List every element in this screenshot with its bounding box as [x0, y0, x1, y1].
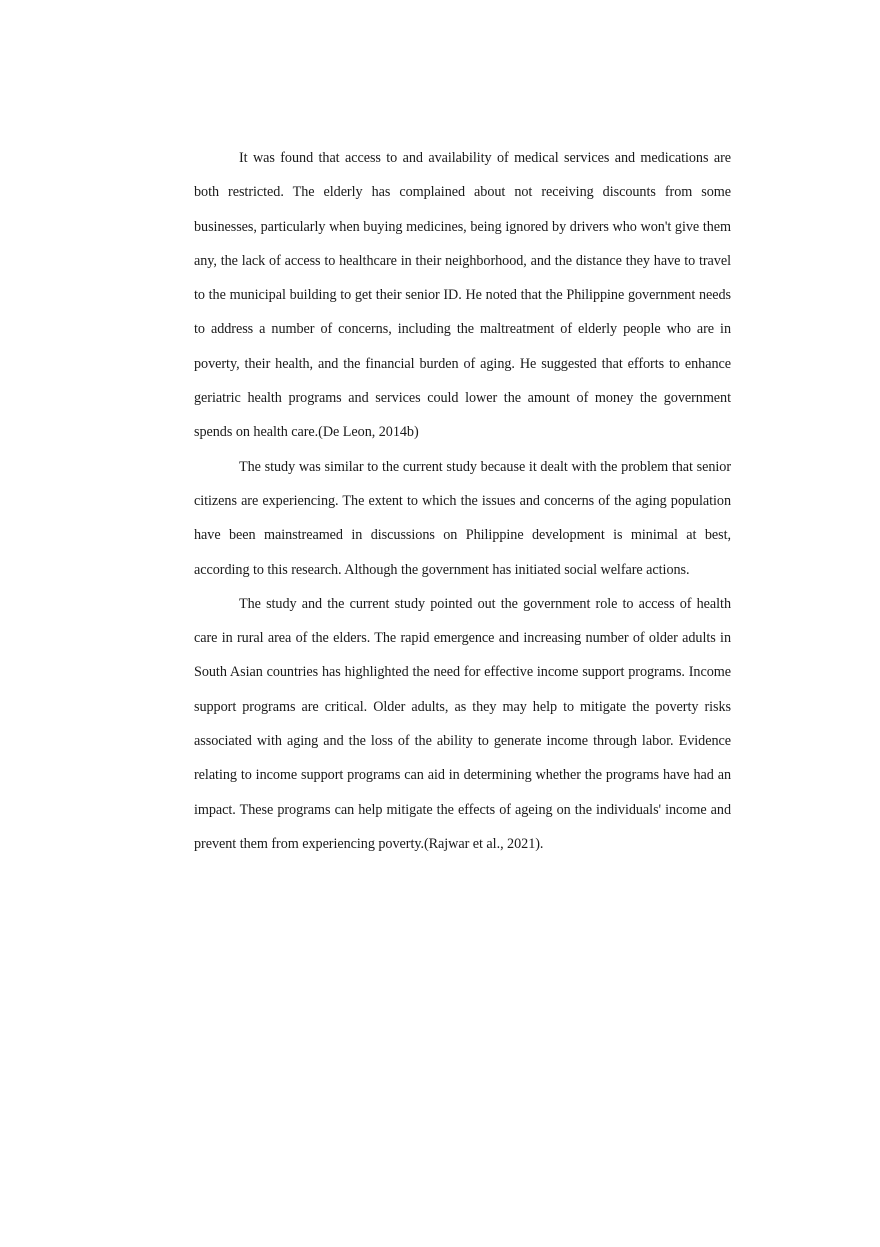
paragraph-3: The study and the current study pointed out the government role to access of health care in rural area of the elders. The rapid emergence and increasing number of older adults in South Asian countries has highlighted the need for effective income support programs. Income support programs are critical. Older adults, as they may help to mitigate the poverty risks associated with aging and the loss of the ability to generate income through labor. Evidence relating to income support programs can aid in determining whether the programs have had an impact. These programs can help mitigate the effects of ageing on the individuals' income and prevent them from experiencing poverty.(Rajwar et al., 2021). [194, 595, 731, 852]
paragraph-1: It was found that access to and availability of medical services and medications are both restricted. The elderly has complained about not receiving discounts from some businesses, particularly when buying medicines, being ignored by drivers who won't give them any, the lack of access to healthcare in their neighborhood, and the distance they have to travel to the municipal building to get their senior ID. He noted that the Philippine government needs to address a number of concerns, including the maltreatment of elderly people who are in poverty, their health, and the financial burden of aging. He suggested that efforts to enhance geriatric health programs and services could lower the amount of money the government spends on health care.(De Leon, 2014b) [194, 150, 731, 441]
paragraph-2: The study was similar to the current study because it dealt with the problem that senior citizens are experiencing. The extent to which the issues and concerns of the aging population have been mainstreamed in discussions on Philippine development is minimal at best, according to this research. Although the government has initiated social welfare actions. [194, 458, 731, 578]
body-text [194, 141, 731, 861]
